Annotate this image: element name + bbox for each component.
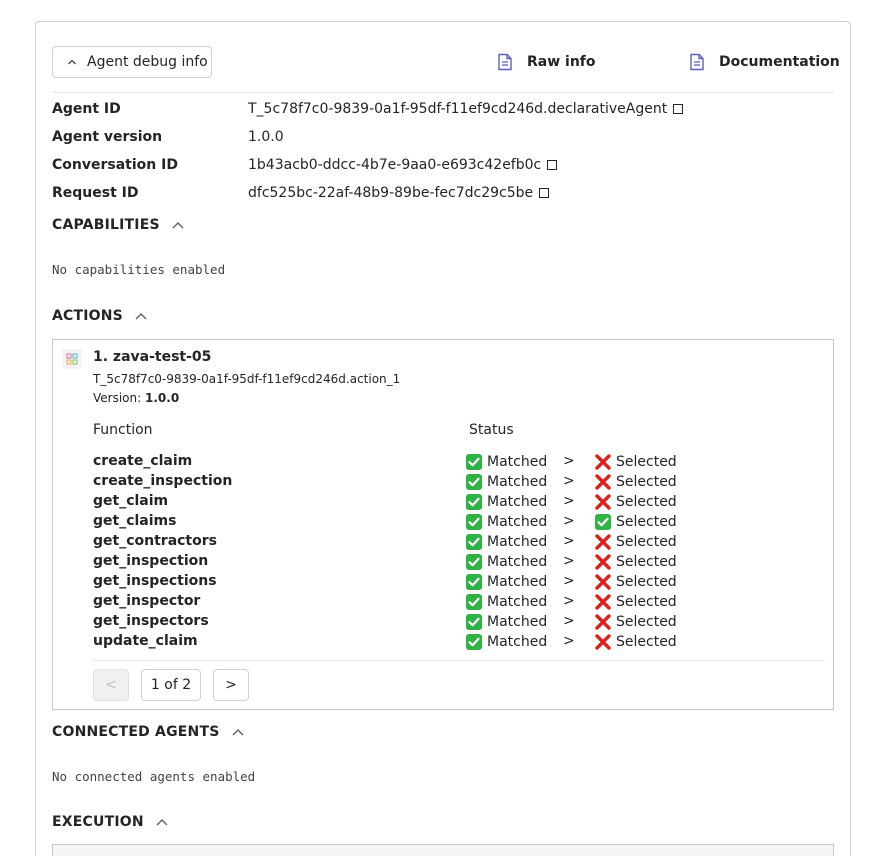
meta-label: Request ID	[52, 185, 139, 201]
function-row	[93, 473, 833, 493]
chevron-up-icon	[156, 818, 168, 826]
function-row	[93, 533, 833, 553]
meta-row-agent-id	[52, 99, 683, 119]
chevron-up-icon	[232, 728, 244, 736]
document-icon	[689, 53, 705, 71]
meta-label: Conversation ID	[52, 157, 178, 173]
copy-icon[interactable]	[547, 160, 557, 170]
matched-status	[465, 473, 547, 491]
cross-icon	[594, 473, 616, 491]
function-row	[93, 573, 833, 593]
capabilities-empty-text: No capabilities enabled	[52, 262, 226, 277]
meta-row-agent-version	[52, 127, 284, 147]
section-title: ACTIONS	[52, 308, 123, 324]
selected-status	[594, 593, 677, 611]
matched-label: Matched	[487, 634, 548, 650]
check-icon	[465, 633, 487, 651]
connected-agents-empty-text: No connected agents enabled	[52, 769, 256, 784]
cross-icon	[594, 613, 616, 631]
check-icon	[465, 493, 487, 511]
toggle-label: Agent debug info	[87, 54, 208, 70]
cross-icon	[594, 453, 616, 471]
function-name: get_inspector	[93, 593, 201, 609]
cross-icon	[594, 493, 616, 511]
function-row	[93, 493, 833, 513]
check-icon	[465, 513, 487, 531]
selected-label: Selected	[616, 554, 677, 570]
plugin-icon	[62, 349, 82, 369]
check-icon	[594, 513, 616, 531]
selected-status	[594, 573, 677, 591]
function-row	[93, 553, 833, 573]
action-title: 1. zava-test-05	[93, 349, 212, 365]
matched-label: Matched	[487, 514, 548, 530]
column-header-function: Function	[93, 422, 153, 438]
arrow-separator: >	[563, 633, 575, 649]
selected-status	[594, 633, 677, 651]
matched-label: Matched	[487, 534, 548, 550]
agent-debug-info-toggle[interactable]	[52, 46, 212, 78]
selected-status	[594, 513, 677, 531]
capabilities-section-header[interactable]	[52, 214, 184, 236]
cross-icon	[594, 573, 616, 591]
matched-status	[465, 593, 547, 611]
documentation-label: Documentation	[719, 54, 840, 70]
meta-value: dfc525bc-22af-48b9-89be-fec7dc29c5be	[248, 185, 534, 201]
arrow-separator: >	[563, 593, 575, 609]
meta-label: Agent version	[52, 129, 163, 145]
copy-icon[interactable]	[539, 188, 549, 198]
selected-label: Selected	[616, 474, 677, 490]
selected-status	[594, 553, 677, 571]
meta-row-conversation-id	[52, 155, 557, 175]
matched-label: Matched	[487, 594, 548, 610]
selected-label: Selected	[616, 534, 677, 550]
documentation-link[interactable]	[689, 50, 840, 74]
matched-status	[465, 533, 547, 551]
version-label: Version:	[93, 391, 142, 405]
check-icon	[465, 473, 487, 491]
execution-box	[52, 844, 834, 856]
raw-info-link[interactable]	[497, 50, 596, 74]
matched-status	[465, 633, 547, 651]
matched-label: Matched	[487, 554, 548, 570]
arrow-separator: >	[563, 573, 575, 589]
arrow-separator: >	[563, 473, 575, 489]
matched-label: Matched	[487, 454, 548, 470]
check-icon	[465, 553, 487, 571]
function-row	[93, 513, 833, 533]
chevron-up-icon	[172, 221, 184, 229]
connected-agents-section-header[interactable]	[52, 721, 244, 743]
raw-info-label: Raw info	[527, 54, 596, 70]
section-title: CAPABILITIES	[52, 217, 160, 233]
selected-status	[594, 473, 677, 491]
selected-status	[594, 613, 677, 631]
arrow-separator: >	[563, 493, 575, 509]
selected-label: Selected	[616, 614, 677, 630]
chevron-up-icon	[67, 57, 77, 67]
meta-value: 1.0.0	[248, 129, 284, 145]
meta-row-request-id	[52, 183, 549, 203]
check-icon	[465, 613, 487, 631]
matched-status	[465, 573, 547, 591]
matched-label: Matched	[487, 614, 548, 630]
selected-label: Selected	[616, 494, 677, 510]
next-page-button[interactable]: >	[213, 669, 249, 701]
arrow-separator: >	[563, 453, 575, 469]
selected-label: Selected	[616, 454, 677, 470]
function-row	[93, 453, 833, 473]
function-name: get_inspection	[93, 553, 209, 569]
section-title: EXECUTION	[52, 814, 144, 830]
section-title: CONNECTED AGENTS	[52, 724, 220, 740]
function-name: create_inspection	[93, 473, 233, 489]
matched-status	[465, 613, 547, 631]
arrow-separator: >	[563, 613, 575, 629]
cross-icon	[594, 633, 616, 651]
action-version	[93, 391, 179, 405]
column-header-status: Status	[469, 422, 514, 438]
function-row	[93, 613, 833, 633]
chevron-up-icon	[135, 312, 147, 320]
matched-label: Matched	[487, 474, 548, 490]
function-name: get_claims	[93, 513, 177, 529]
execution-section-header[interactable]	[52, 811, 168, 833]
meta-value: T_5c78f7c0-9839-0a1f-95df-f11ef9cd246d.declarativeAgent	[248, 101, 668, 117]
actions-section-header[interactable]	[52, 305, 147, 327]
selected-label: Selected	[616, 634, 677, 650]
matched-label: Matched	[487, 574, 548, 590]
function-name: create_claim	[93, 453, 193, 469]
check-icon	[465, 593, 487, 611]
matched-status	[465, 553, 547, 571]
selected-label: Selected	[616, 594, 677, 610]
action-card	[52, 339, 834, 710]
copy-icon[interactable]	[673, 104, 683, 114]
selected-status	[594, 493, 677, 511]
meta-label: Agent ID	[52, 101, 121, 117]
version-value: 1.0.0	[145, 391, 180, 405]
action-id: T_5c78f7c0-9839-0a1f-95df-f11ef9cd246d.action_1	[93, 372, 401, 386]
arrow-separator: >	[563, 513, 575, 529]
matched-status	[465, 513, 547, 531]
divider	[93, 660, 825, 661]
function-name: update_claim	[93, 633, 198, 649]
function-name: get_claim	[93, 493, 169, 509]
cross-icon	[594, 533, 616, 551]
function-row	[93, 593, 833, 613]
cross-icon	[594, 593, 616, 611]
function-name: get_contractors	[93, 533, 217, 549]
page-indicator: 1 of 2	[141, 669, 201, 701]
function-name: get_inspections	[93, 573, 217, 589]
arrow-separator: >	[563, 553, 575, 569]
divider	[52, 92, 834, 93]
check-icon	[465, 533, 487, 551]
function-row	[93, 633, 833, 653]
matched-label: Matched	[487, 494, 548, 510]
matched-status	[465, 493, 547, 511]
meta-value: 1b43acb0-ddcc-4b7e-9aa0-e693c42efb0c	[248, 157, 542, 173]
selected-status	[594, 533, 677, 551]
selected-label: Selected	[616, 514, 677, 530]
cross-icon	[594, 553, 616, 571]
matched-status	[465, 453, 547, 471]
previous-page-button[interactable]: <	[93, 669, 129, 701]
check-icon	[465, 573, 487, 591]
document-icon	[497, 53, 513, 71]
selected-label: Selected	[616, 574, 677, 590]
arrow-separator: >	[563, 533, 575, 549]
function-name: get_inspectors	[93, 613, 209, 629]
check-icon	[465, 453, 487, 471]
selected-status	[594, 453, 677, 471]
